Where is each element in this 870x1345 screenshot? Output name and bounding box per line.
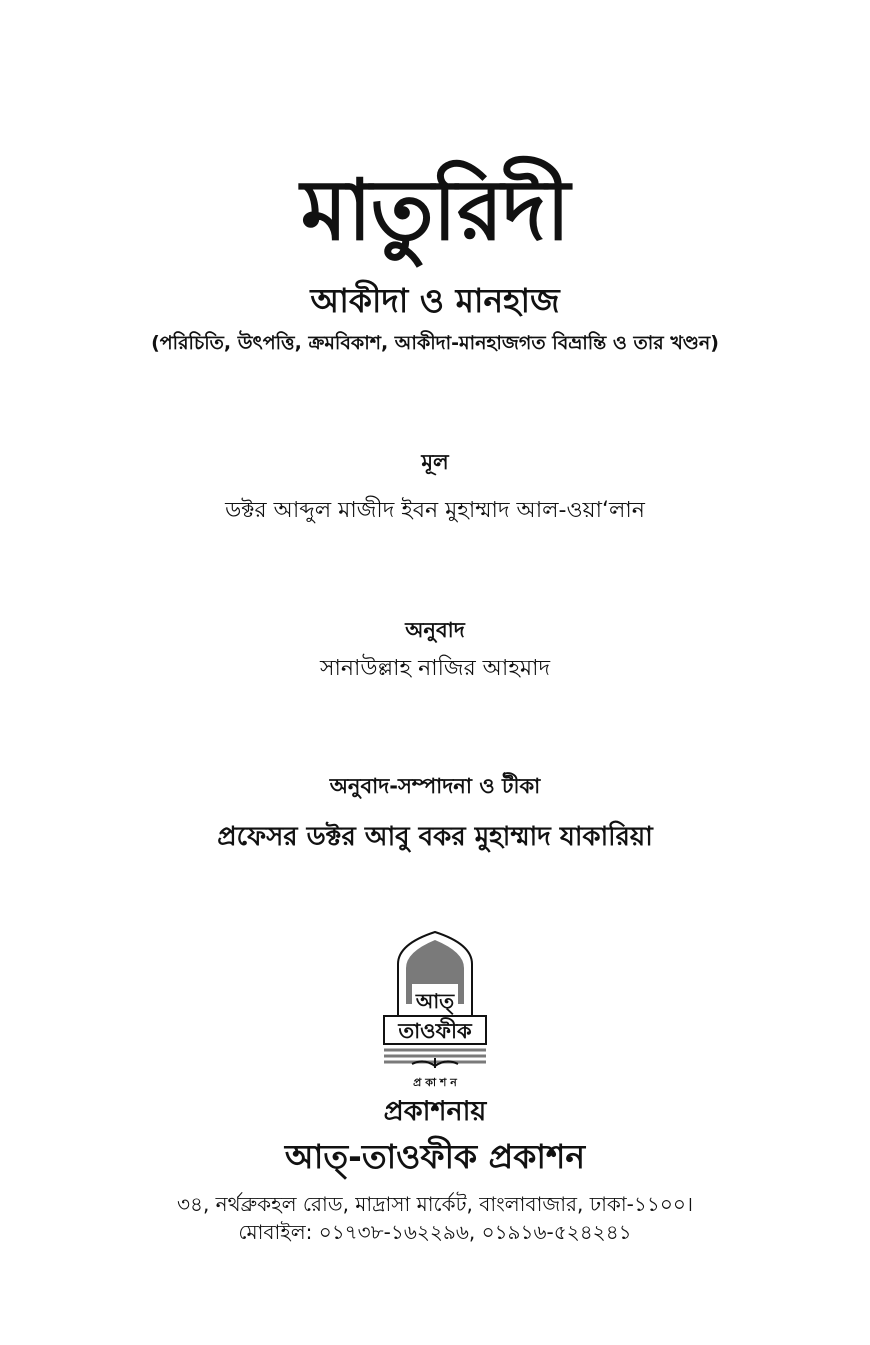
original-author-label: মূল — [421, 450, 449, 474]
logo-text-top: আত্ — [415, 989, 455, 1013]
book-description: (পরিচিতি, উৎপত্তি, ক্রমবিকাশ, আকীদা-মানহাজগত বিভ্রান্তি ও তার খণ্ডন) — [151, 332, 719, 354]
editor-label: অনুবাদ-সম্পাদনা ও টীকা — [329, 774, 541, 798]
editor-name: প্রফেসর ডক্টর আবু বকর মুহাম্মাদ যাকারিয়া — [217, 822, 653, 852]
publisher-address: ৩৪, নর্থব্রুকহল রোড, মাদ্রাসা মার্কেট, বাংলাবাজার, ঢাকা-১১০০। — [176, 1192, 694, 1216]
publishing-label: প্রকাশনায় — [383, 1096, 487, 1127]
logo-text-bottom: তাওফীক — [398, 1019, 472, 1043]
original-author-name: ডক্টর আব্দুল মাজীদ ইবন মুহাম্মাদ আল-ওয়া‘লান — [225, 498, 645, 523]
book-title: মাতুরিদী — [300, 161, 570, 259]
translator-label: অনুবাদ — [405, 618, 465, 642]
book-subtitle: আকীদা ও মানহাজ — [310, 281, 560, 320]
publisher-logo-mosque-book-icon — [382, 930, 488, 1092]
publisher-mobile: মোবাইল: ০১৭৩৮-১৬২২৯৬, ০১৯১৬-৫২৪২৪১ — [238, 1220, 632, 1244]
publisher-name: আত্-তাওফীক প্রকাশন — [284, 1137, 586, 1176]
translator-name: সানাউল্লাহ নাজির আহমাদ — [319, 656, 551, 681]
logo-caption: প্র কা শ ন — [413, 1076, 457, 1089]
